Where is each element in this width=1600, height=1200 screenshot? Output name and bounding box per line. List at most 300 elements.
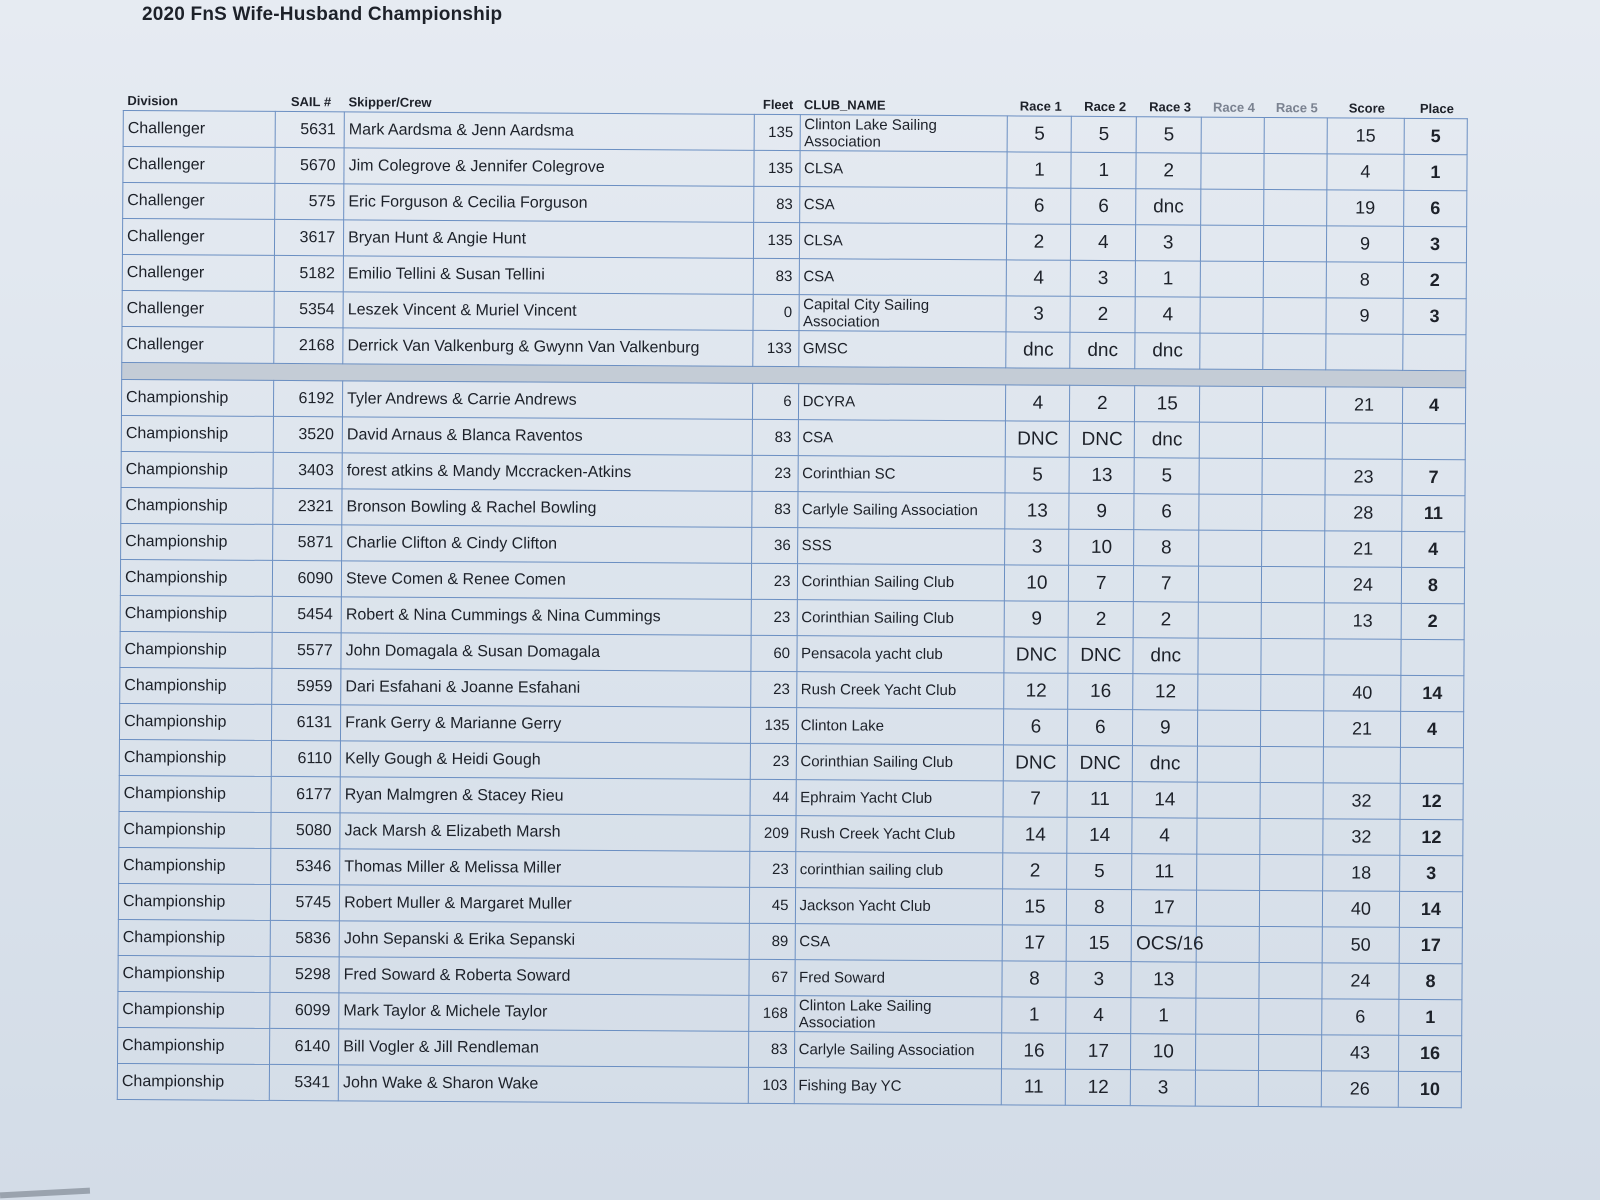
- race3-cell: dnc: [1133, 746, 1198, 782]
- fleet-cell: 135: [754, 150, 800, 186]
- place-cell: 8: [1401, 567, 1464, 603]
- race2-cell: 13: [1069, 457, 1134, 493]
- place-cell: [1402, 423, 1465, 459]
- race2-cell: 9: [1069, 493, 1134, 529]
- division-cell: Championship: [119, 847, 271, 884]
- score-cell: 19: [1327, 190, 1404, 226]
- col-race5: Race 5: [1275, 100, 1318, 116]
- race4-cell: [1201, 225, 1264, 261]
- race1-cell: DNC: [1004, 745, 1068, 781]
- club-name-cell: Clinton Lake Sailing Association: [800, 115, 1008, 152]
- race4-cell: [1200, 261, 1263, 297]
- race4-cell: [1199, 530, 1262, 566]
- score-cell: 21: [1323, 711, 1400, 747]
- score-cell: [1326, 334, 1403, 370]
- division-cell: Championship: [118, 1027, 270, 1064]
- place-cell: 4: [1402, 387, 1465, 423]
- fleet-cell: 23: [750, 743, 796, 779]
- fleet-cell: 44: [750, 779, 796, 815]
- race3-cell: 15: [1135, 386, 1200, 422]
- race5-cell: [1261, 638, 1324, 674]
- division-cell: Championship: [121, 523, 273, 560]
- fleet-cell: 135: [753, 222, 799, 258]
- race2-cell: DNC: [1068, 745, 1133, 781]
- score-cell: 21: [1325, 387, 1402, 423]
- club-name-cell: SSS: [797, 528, 1005, 565]
- club-name-cell: Corinthian Sailing Club: [796, 744, 1004, 781]
- skipper-crew-cell: Dari Esfahani & Joanne Esfahani: [341, 669, 751, 708]
- club-name-cell: Corinthian SC: [798, 456, 1006, 493]
- race3-cell: 3: [1131, 1070, 1196, 1106]
- skipper-crew-cell: Mark Aardsma & Jenn Aardsma: [344, 112, 754, 151]
- division-cell: Championship: [121, 451, 273, 488]
- score-cell: [1323, 747, 1400, 783]
- race2-cell: DNC: [1068, 637, 1133, 673]
- club-name-cell: Jackson Yacht Club: [795, 888, 1003, 925]
- place-cell: 3: [1400, 855, 1463, 891]
- sail-number-cell: 6140: [270, 1028, 339, 1064]
- sail-number-cell: 3520: [273, 416, 342, 452]
- fleet-cell: 23: [751, 599, 797, 635]
- score-cell: 28: [1325, 495, 1402, 531]
- race2-cell: 6: [1068, 709, 1133, 745]
- race1-cell: 1: [1002, 997, 1066, 1033]
- sail-number-cell: 3617: [275, 219, 344, 255]
- skipper-crew-cell: Jack Marsh & Elizabeth Marsh: [340, 813, 750, 852]
- race5-cell: [1262, 386, 1325, 422]
- race5-cell: [1258, 1070, 1321, 1106]
- place-cell: 14: [1401, 675, 1464, 711]
- race3-cell: 2: [1136, 153, 1201, 189]
- race3-cell: 9: [1133, 710, 1198, 746]
- race1-cell: DNC: [1006, 421, 1070, 457]
- skipper-crew-cell: Jim Colegrove & Jennifer Colegrove: [344, 148, 754, 187]
- race4-cell: [1197, 782, 1260, 818]
- skipper-crew-cell: John Sepanski & Erika Sepanski: [339, 921, 749, 960]
- score-cell: 4: [1327, 154, 1404, 190]
- club-name-cell: CSA: [799, 259, 1007, 296]
- challenger-section: [122, 111, 1468, 371]
- score-cell: 24: [1322, 963, 1399, 999]
- club-name-cell: CLSA: [799, 223, 1007, 260]
- sail-number-cell: 5354: [274, 291, 343, 327]
- place-cell: [1400, 747, 1463, 783]
- skipper-crew-cell: forest atkins & Mandy Mccracken-Atkins: [342, 453, 752, 492]
- club-name-cell: Fred Soward: [794, 960, 1002, 997]
- fleet-cell: 83: [752, 419, 798, 455]
- race1-cell: 12: [1004, 673, 1068, 709]
- place-cell: 10: [1398, 1071, 1461, 1107]
- results-table: [117, 82, 1468, 1108]
- place-cell: 16: [1398, 1035, 1461, 1071]
- score-cell: 40: [1324, 675, 1401, 711]
- fleet-cell: 83: [753, 258, 799, 294]
- race3-cell: dnc: [1136, 189, 1201, 225]
- skipper-crew-cell: Frank Gerry & Marianne Gerry: [341, 705, 751, 744]
- col-division: Division: [127, 93, 179, 109]
- place-cell: 7: [1402, 459, 1465, 495]
- score-cell: 21: [1324, 531, 1401, 567]
- race5-cell: [1262, 494, 1325, 530]
- race5-cell: [1259, 890, 1322, 926]
- fleet-cell: 103: [748, 1067, 794, 1103]
- division-cell: Championship: [121, 379, 273, 416]
- skipper-crew-cell: Robert Muller & Margaret Muller: [339, 885, 749, 924]
- race1-cell: 17: [1003, 925, 1067, 961]
- race2-cell: 8: [1067, 889, 1132, 925]
- skipper-crew-cell: David Arnaus & Blanca Raventos: [342, 417, 752, 456]
- fleet-cell: 135: [750, 707, 796, 743]
- place-cell: [1401, 639, 1464, 675]
- place-cell: 17: [1399, 927, 1462, 963]
- race2-cell: 2: [1070, 296, 1135, 332]
- championship-section: [117, 379, 1465, 1107]
- club-name-cell: Corinthian Sailing Club: [797, 600, 1005, 637]
- place-cell: 4: [1400, 711, 1463, 747]
- race5-cell: [1263, 225, 1326, 261]
- race5-cell: [1259, 1034, 1322, 1070]
- division-cell: Challenger: [122, 290, 274, 327]
- fleet-cell: 23: [749, 851, 795, 887]
- sail-number-cell: 5836: [270, 920, 339, 956]
- race5-cell: [1264, 153, 1327, 189]
- race3-cell: 1: [1131, 998, 1196, 1034]
- division-cell: Championship: [119, 703, 271, 740]
- race4-cell: [1197, 854, 1260, 890]
- division-cell: Challenger: [123, 183, 275, 220]
- place-cell: 8: [1399, 963, 1462, 999]
- club-name-cell: Pensacola yacht club: [796, 636, 1004, 673]
- race2-cell: 4: [1071, 224, 1136, 260]
- race2-cell: 4: [1066, 997, 1131, 1033]
- race4-cell: [1196, 1034, 1259, 1070]
- sail-number-cell: 5341: [269, 1064, 338, 1100]
- race5-cell: [1262, 458, 1325, 494]
- race5-cell: [1260, 818, 1323, 854]
- race2-cell: DNC: [1070, 421, 1135, 457]
- col-skipper: Skipper/Crew: [348, 94, 432, 110]
- score-cell: 9: [1326, 226, 1403, 262]
- race4-cell: [1199, 494, 1262, 530]
- race1-cell: dnc: [1006, 332, 1070, 368]
- score-cell: 24: [1324, 567, 1401, 603]
- score-cell: 6: [1322, 999, 1399, 1035]
- race2-cell: 3: [1071, 260, 1136, 296]
- fleet-cell: 133: [753, 330, 799, 366]
- division-cell: Challenger: [122, 219, 274, 256]
- race3-cell: 5: [1136, 117, 1201, 153]
- race4-cell: [1197, 746, 1260, 782]
- race2-cell: 2: [1070, 385, 1135, 421]
- division-cell: Championship: [117, 1063, 269, 1100]
- col-club: CLUB_NAME: [803, 97, 886, 113]
- skipper-crew-cell: John Wake & Sharon Wake: [338, 1065, 748, 1104]
- race1-cell: 6: [1007, 188, 1071, 224]
- place-cell: 4: [1402, 531, 1465, 567]
- skipper-crew-cell: Charlie Clifton & Cindy Clifton: [342, 525, 752, 564]
- col-race4: Race 4: [1212, 99, 1255, 115]
- division-cell: Championship: [118, 991, 270, 1028]
- race5-cell: [1259, 926, 1322, 962]
- division-cell: Championship: [119, 811, 271, 848]
- fleet-cell: 23: [751, 563, 797, 599]
- race5-cell: [1264, 117, 1327, 153]
- division-cell: Championship: [121, 487, 273, 524]
- race5-cell: [1260, 854, 1323, 890]
- race1-cell: 13: [1005, 493, 1069, 529]
- race2-cell: 10: [1069, 529, 1134, 565]
- race4-cell: [1199, 566, 1262, 602]
- page-title: 2020 FnS Wife-Husband Championship: [142, 4, 503, 25]
- table-row: [117, 1063, 1461, 1107]
- club-name-cell: Rush Creek Yacht Club: [796, 672, 1004, 709]
- score-cell: 40: [1322, 891, 1399, 927]
- place-cell: 5: [1404, 118, 1467, 154]
- race1-cell: DNC: [1004, 637, 1068, 673]
- fleet-cell: 45: [749, 887, 795, 923]
- club-name-cell: Ephraim Yacht Club: [796, 780, 1004, 817]
- fleet-cell: 60: [751, 635, 797, 671]
- division-cell: Challenger: [122, 254, 274, 291]
- skipper-crew-cell: Bronson Bowling & Rachel Bowling: [342, 489, 752, 528]
- race1-cell: 9: [1005, 601, 1069, 637]
- race1-cell: 4: [1006, 385, 1070, 421]
- race2-cell: 5: [1067, 853, 1132, 889]
- sail-number-cell: 5871: [273, 524, 342, 560]
- race1-cell: 5: [1008, 116, 1072, 152]
- division-cell: Championship: [120, 631, 272, 668]
- race4-cell: [1201, 153, 1264, 189]
- race1-cell: 1: [1007, 152, 1071, 188]
- place-cell: 3: [1403, 298, 1466, 334]
- col-place: Place: [1419, 100, 1454, 117]
- race3-cell: 11: [1132, 854, 1197, 890]
- race2-cell: 5: [1071, 116, 1136, 152]
- fleet-cell: 83: [748, 1031, 794, 1067]
- skipper-crew-cell: Robert & Nina Cummings & Nina Cummings: [341, 597, 751, 636]
- skipper-crew-cell: Eric Forguson & Cecilia Forguson: [344, 184, 754, 223]
- sail-number-cell: 6090: [273, 560, 342, 596]
- skipper-crew-cell: Derrick Van Valkenburg & Gwynn Van Valkenburg: [343, 328, 753, 367]
- race2-cell: dnc: [1070, 332, 1135, 368]
- race5-cell: [1263, 333, 1326, 369]
- division-cell: Championship: [120, 595, 272, 632]
- club-name-cell: CSA: [799, 187, 1007, 224]
- club-name-cell: Rush Creek Yacht Club: [795, 816, 1003, 853]
- race4-cell: [1198, 710, 1261, 746]
- place-cell: 6: [1404, 190, 1467, 226]
- race4-cell: [1199, 458, 1262, 494]
- fleet-cell: 36: [751, 527, 797, 563]
- skipper-crew-cell: Mark Taylor & Michele Taylor: [339, 993, 749, 1032]
- race2-cell: 17: [1066, 1033, 1131, 1069]
- score-cell: 26: [1321, 1071, 1398, 1107]
- col-race2: Race 2: [1084, 98, 1127, 115]
- race4-cell: [1198, 638, 1261, 674]
- race5-cell: [1261, 710, 1324, 746]
- fleet-cell: 23: [752, 455, 798, 491]
- sail-number-cell: 6110: [271, 740, 340, 776]
- club-name-cell: Corinthian Sailing Club: [797, 564, 1005, 601]
- race2-cell: 3: [1066, 961, 1131, 997]
- sail-number-cell: 6177: [271, 776, 340, 812]
- place-cell: 2: [1401, 603, 1464, 639]
- race4-cell: [1200, 386, 1263, 422]
- race4-cell: [1199, 422, 1262, 458]
- sail-number-cell: 6099: [270, 992, 339, 1028]
- race3-cell: dnc: [1134, 422, 1199, 458]
- race1-cell: 3: [1005, 529, 1069, 565]
- race5-cell: [1259, 962, 1322, 998]
- club-name-cell: Capital City Sailing Association: [799, 295, 1007, 332]
- club-name-cell: CSA: [795, 924, 1003, 961]
- race5-cell: [1262, 530, 1325, 566]
- sail-number-cell: 5080: [271, 812, 340, 848]
- race2-cell: 12: [1066, 1069, 1131, 1105]
- division-cell: Championship: [121, 415, 273, 452]
- race5-cell: [1261, 566, 1324, 602]
- race4-cell: [1198, 602, 1261, 638]
- race4-cell: [1195, 1070, 1258, 1106]
- fleet-cell: 168: [749, 995, 795, 1031]
- score-cell: 50: [1322, 927, 1399, 963]
- sail-number-cell: 6131: [272, 704, 341, 740]
- club-name-cell: GMSC: [798, 331, 1006, 368]
- race1-cell: 2: [1007, 224, 1071, 260]
- sail-number-cell: 5670: [275, 147, 344, 183]
- col-race3: Race 3: [1149, 99, 1192, 115]
- race3-cell: 3: [1136, 225, 1201, 261]
- race3-cell: 10: [1131, 1034, 1196, 1070]
- division-cell: Championship: [118, 919, 270, 956]
- division-cell: Championship: [119, 739, 271, 776]
- race3-cell: 8: [1134, 530, 1199, 566]
- race4-cell: [1197, 818, 1260, 854]
- sail-number-cell: 2168: [274, 327, 343, 363]
- place-cell: 14: [1399, 891, 1462, 927]
- club-name-cell: DCYRA: [798, 384, 1006, 421]
- race5-cell: [1260, 746, 1323, 782]
- division-cell: Championship: [120, 667, 272, 704]
- race3-cell: 1: [1135, 261, 1200, 297]
- skipper-crew-cell: Bill Vogler & Jill Rendleman: [339, 1029, 749, 1068]
- race1-cell: 11: [1002, 1069, 1066, 1105]
- division-cell: Championship: [118, 955, 270, 992]
- race1-cell: 14: [1003, 817, 1067, 853]
- score-cell: 8: [1326, 262, 1403, 298]
- race5-cell: [1263, 297, 1326, 333]
- race1-cell: 7: [1003, 781, 1067, 817]
- skipper-crew-cell: Tyler Andrews & Carrie Andrews: [343, 381, 753, 420]
- race2-cell: 2: [1068, 601, 1133, 637]
- place-cell: 1: [1404, 154, 1467, 190]
- race2-cell: 15: [1067, 925, 1132, 961]
- sail-number-cell: 3403: [273, 452, 342, 488]
- sail-number-cell: 5959: [272, 668, 341, 704]
- sail-number-cell: 5182: [274, 255, 343, 291]
- fleet-cell: 209: [750, 815, 796, 851]
- race1-cell: 6: [1004, 709, 1068, 745]
- edge-shadow: [0, 1188, 90, 1199]
- race4-cell: [1200, 297, 1263, 333]
- fleet-cell: 67: [749, 959, 795, 995]
- division-cell: Championship: [118, 883, 270, 920]
- place-cell: [1403, 334, 1466, 370]
- score-cell: [1325, 423, 1402, 459]
- race3-cell: 2: [1133, 602, 1198, 638]
- race5-cell: [1261, 602, 1324, 638]
- race3-cell: 5: [1134, 458, 1199, 494]
- race3-cell: 4: [1132, 818, 1197, 854]
- race1-cell: 16: [1002, 1033, 1066, 1069]
- sail-number-cell: 5346: [271, 848, 340, 884]
- division-cell: Challenger: [122, 326, 274, 363]
- race4-cell: [1201, 189, 1264, 225]
- club-name-cell: Fishing Bay YC: [794, 1068, 1002, 1105]
- fleet-cell: 83: [752, 491, 798, 527]
- race5-cell: [1260, 782, 1323, 818]
- col-race1: Race 1: [1019, 98, 1062, 114]
- results-table-wrapper: [117, 82, 1468, 1108]
- race3-cell: OCS/16: [1131, 926, 1196, 962]
- race1-cell: 8: [1002, 961, 1066, 997]
- race1-cell: 3: [1006, 296, 1070, 332]
- race1-cell: 10: [1005, 565, 1069, 601]
- race5-cell: [1262, 422, 1325, 458]
- race3-cell: 17: [1132, 890, 1197, 926]
- race3-cell: dnc: [1133, 638, 1198, 674]
- race4-cell: [1196, 962, 1259, 998]
- club-name-cell: CLSA: [799, 151, 1007, 188]
- club-name-cell: Carlyle Sailing Association: [794, 1032, 1002, 1069]
- col-sail: SAIL #: [290, 94, 332, 110]
- race5-cell: [1263, 261, 1326, 297]
- skipper-crew-cell: Kelly Gough & Heidi Gough: [340, 741, 750, 780]
- division-cell: Championship: [119, 775, 271, 812]
- race2-cell: 6: [1071, 188, 1136, 224]
- place-cell: 11: [1402, 495, 1465, 531]
- race2-cell: 11: [1067, 781, 1132, 817]
- race2-cell: 7: [1069, 565, 1134, 601]
- sail-number-cell: 5745: [271, 884, 340, 920]
- race2-cell: 16: [1068, 673, 1133, 709]
- place-cell: 12: [1400, 783, 1463, 819]
- fleet-cell: 135: [754, 114, 800, 150]
- fleet-cell: 83: [754, 186, 800, 222]
- race4-cell: [1198, 674, 1261, 710]
- race1-cell: 5: [1005, 457, 1069, 493]
- race4-cell: [1197, 890, 1260, 926]
- division-cell: Challenger: [123, 147, 275, 184]
- score-cell: 32: [1323, 819, 1400, 855]
- division-cell: Championship: [120, 559, 272, 596]
- skipper-crew-cell: Fred Soward & Roberta Soward: [339, 957, 749, 996]
- sail-number-cell: 2321: [273, 488, 342, 524]
- place-cell: 2: [1403, 262, 1466, 298]
- race3-cell: dnc: [1135, 333, 1200, 369]
- col-score: Score: [1348, 100, 1385, 116]
- race5-cell: [1264, 189, 1327, 225]
- club-name-cell: Clinton Lake: [796, 708, 1004, 745]
- sail-number-cell: 6192: [274, 380, 343, 416]
- score-cell: [1324, 639, 1401, 675]
- fleet-cell: 23: [751, 671, 797, 707]
- race3-cell: 6: [1134, 494, 1199, 530]
- place-cell: 1: [1399, 999, 1462, 1035]
- score-cell: 13: [1324, 603, 1401, 639]
- race5-cell: [1259, 998, 1322, 1034]
- score-cell: 43: [1321, 1035, 1398, 1071]
